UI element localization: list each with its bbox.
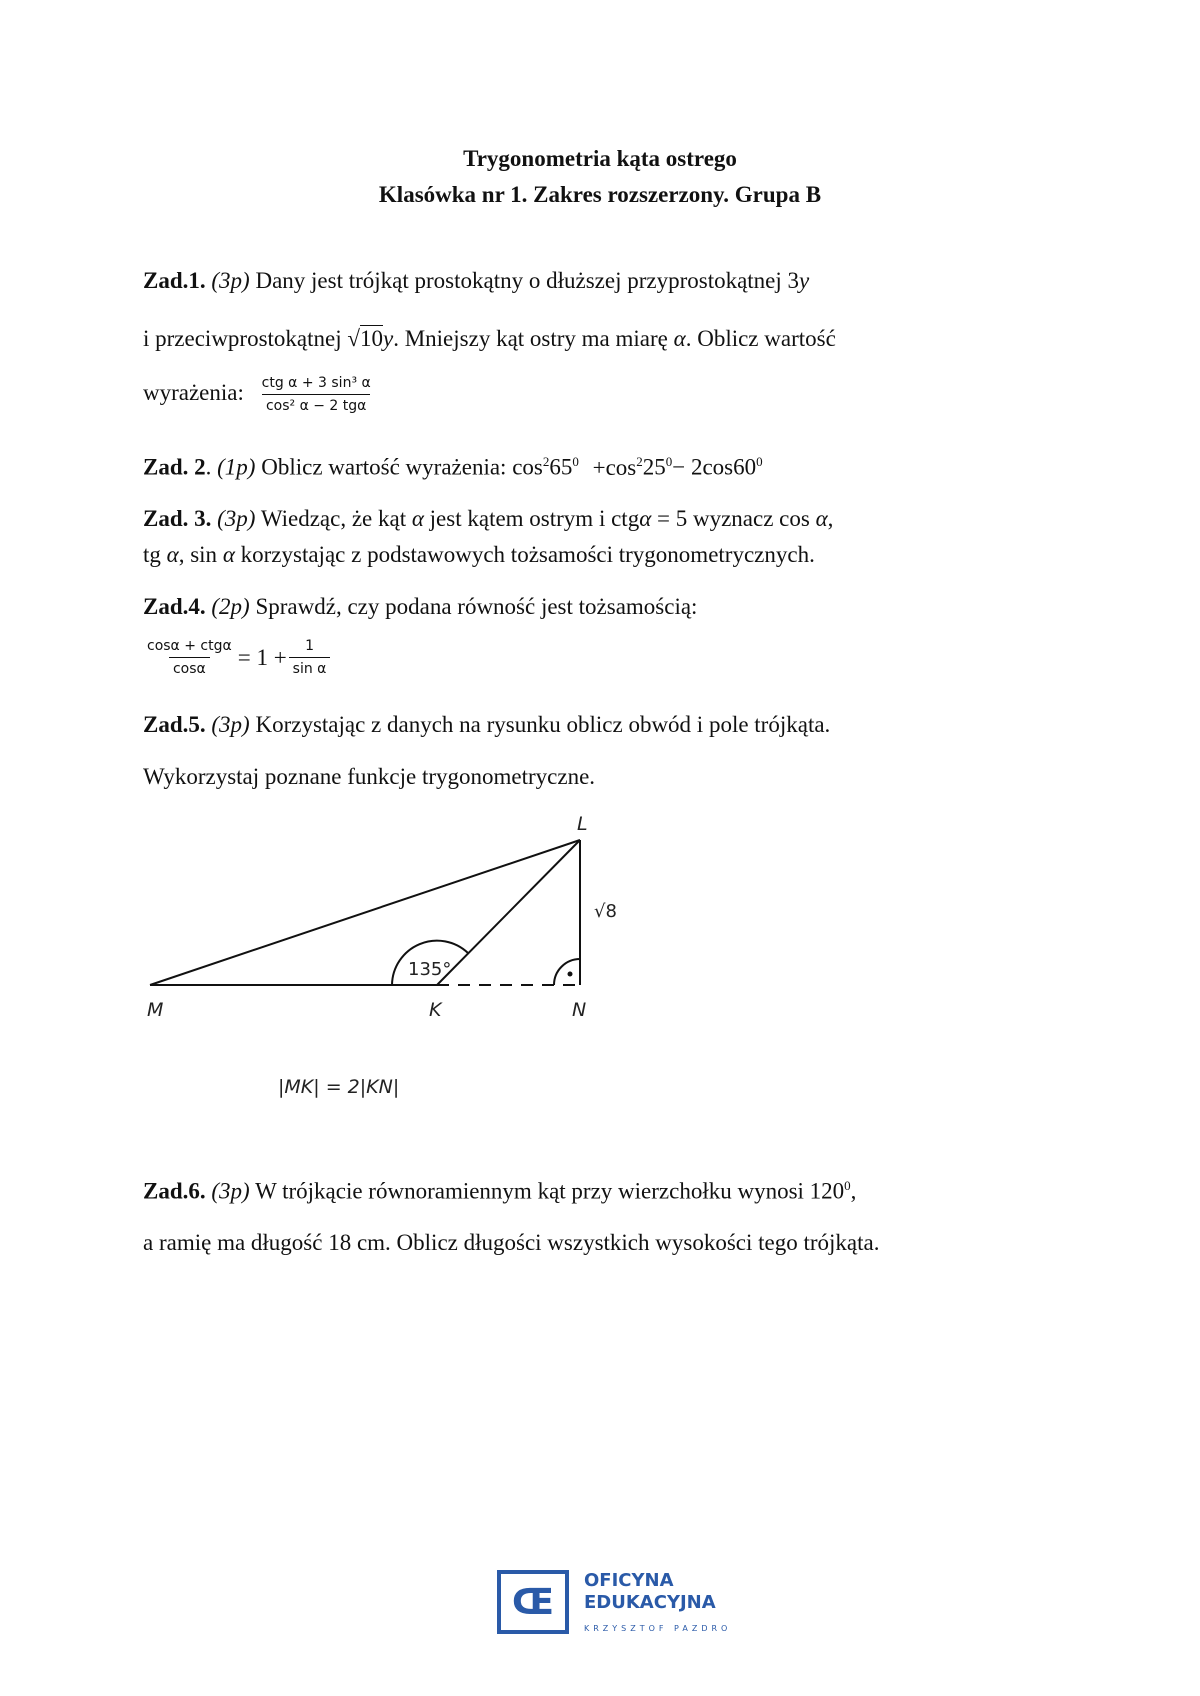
sqrt-radicand: 10 <box>360 326 383 351</box>
task-points: (3p) <box>211 268 250 293</box>
task-text: wyrażenia: <box>143 379 244 405</box>
task-text: . Oblicz wartość <box>685 326 836 351</box>
math-term: +cos <box>592 454 637 480</box>
right-angle-dot <box>568 972 573 977</box>
fraction-right <box>289 638 331 677</box>
side-label: √8 <box>594 901 617 922</box>
math-term: − 2cos60 <box>672 454 757 480</box>
task-6-line-2: a ramię ma długość 18 cm. Oblicz długości wszystkich wysokości tego trójkąta. <box>143 1230 880 1255</box>
task-1-line-3 <box>143 375 375 414</box>
logo-name-1: OFICYNA <box>584 1570 674 1591</box>
task-label: Zad.1. <box>143 268 206 293</box>
logo-glyph: Œ <box>511 1581 554 1623</box>
task-label: Zad.6. <box>143 1178 206 1204</box>
fraction-denominator: sin α <box>289 657 331 677</box>
logo-mark <box>497 1570 569 1634</box>
task-points: (3p) <box>211 1178 250 1204</box>
task-text: Dany jest trójkąt prostokątny o dłuższej przyprostokątnej 3 <box>255 268 800 293</box>
task-3-line-1 <box>143 506 833 532</box>
math-alpha: α <box>673 326 686 351</box>
task-text: , <box>850 1178 857 1204</box>
vertex-label-K: K <box>429 999 442 1021</box>
task-text: korzystając z podstawowych tożsamości trygonometrycznych. <box>234 542 815 567</box>
task-2 <box>143 454 763 481</box>
task-text: Sprawdź, czy podana równość jest tożsamością: <box>255 594 698 619</box>
math-degree: 0 <box>756 454 763 469</box>
figure-condition: |MK| = 2|KN| <box>278 1076 400 1098</box>
fraction-denominator: cos² α − 2 tgα <box>262 394 370 414</box>
fraction-numerator: cosα + ctgα <box>147 638 232 654</box>
math-var: y <box>383 326 394 351</box>
fraction-denominator: cosα <box>169 657 210 677</box>
task-text: Oblicz wartość wyrażenia: <box>261 454 513 480</box>
page-title: Trygonometria kąta ostrego <box>463 146 737 171</box>
task-text: i przeciwprostokątnej <box>143 326 348 351</box>
task-3-line-2 <box>143 542 815 568</box>
math-term: 65 <box>549 454 573 480</box>
task-text: Wiedząc, że kąt <box>260 506 412 531</box>
task-text: W trójkącie równoramiennym kąt przy wierzchołku wynosi 120 <box>255 1178 845 1204</box>
vertex-label-N: N <box>572 999 587 1021</box>
math-degree: 0 <box>572 454 579 469</box>
sqrt-symbol: √ <box>347 326 360 351</box>
math-alpha: α <box>411 506 424 531</box>
task-dot: . <box>205 454 212 480</box>
task-points: (3p) <box>211 712 250 737</box>
task-text: , <box>827 506 834 531</box>
task-label: Zad.4. <box>143 594 206 619</box>
task-4-identity <box>143 638 330 677</box>
fraction-numerator: 1 <box>305 638 314 654</box>
logo-name-2: EDUKACYJNA <box>584 1592 716 1613</box>
triangle-figure <box>0 800 1200 1130</box>
vertex-label-L: L <box>577 813 588 835</box>
math-alpha: α <box>815 506 828 531</box>
task-5-line-2: Wykorzystaj poznane funkcje trygonometryczne. <box>143 764 596 789</box>
math-exponent: 2 <box>542 454 550 469</box>
math-alpha: α <box>639 506 652 531</box>
task-label: Zad. 3. <box>143 506 212 531</box>
task-text: Korzystając z danych na rysunku oblicz obwód i pole trójkąta. <box>255 712 831 737</box>
right-angle-arc <box>554 959 580 985</box>
page-subtitle: Klasówka nr 1. Zakres rozszerzony. Grupa B <box>378 182 822 207</box>
fraction-left <box>143 638 236 677</box>
task-label: Zad.5. <box>143 712 206 737</box>
task-6-line-1 <box>143 1178 856 1205</box>
math-degree: 0 <box>844 1178 851 1193</box>
task-text: tg <box>143 542 167 567</box>
task-1-line-2 <box>143 326 836 352</box>
vertex-label-M: M <box>147 999 164 1021</box>
task-text: . Mniejszy kąt ostry ma miarę <box>393 326 674 351</box>
angle-label: 135° <box>408 959 452 980</box>
math-var: y <box>799 268 810 293</box>
task-text: jest kątem ostrym i ctg <box>423 506 640 531</box>
fraction <box>258 375 375 414</box>
side-ML <box>150 840 580 985</box>
math-term: cos <box>512 454 543 480</box>
fraction-numerator: ctg α + 3 sin³ α <box>261 375 371 391</box>
math-term: 25 <box>642 454 666 480</box>
logo-tagline: KRZYSZTOF PAZDRO <box>584 1624 732 1633</box>
task-text: = 5 wyznacz cos <box>651 506 816 531</box>
math-degree: 0 <box>665 454 673 469</box>
task-5-line-1 <box>143 712 830 738</box>
math-alpha: α <box>166 542 179 567</box>
task-1-line-1 <box>143 268 809 294</box>
side-KL <box>437 840 580 985</box>
math-equals: = 1 + <box>237 644 287 670</box>
task-points: (3p) <box>217 506 256 531</box>
task-points: (1p) <box>217 454 256 480</box>
task-label: Zad. 2 <box>143 454 206 480</box>
task-text: , sin <box>178 542 223 567</box>
math-alpha: α <box>222 542 235 567</box>
task-points: (2p) <box>211 594 250 619</box>
task-4 <box>143 594 697 620</box>
math-exponent: 2 <box>636 454 643 469</box>
